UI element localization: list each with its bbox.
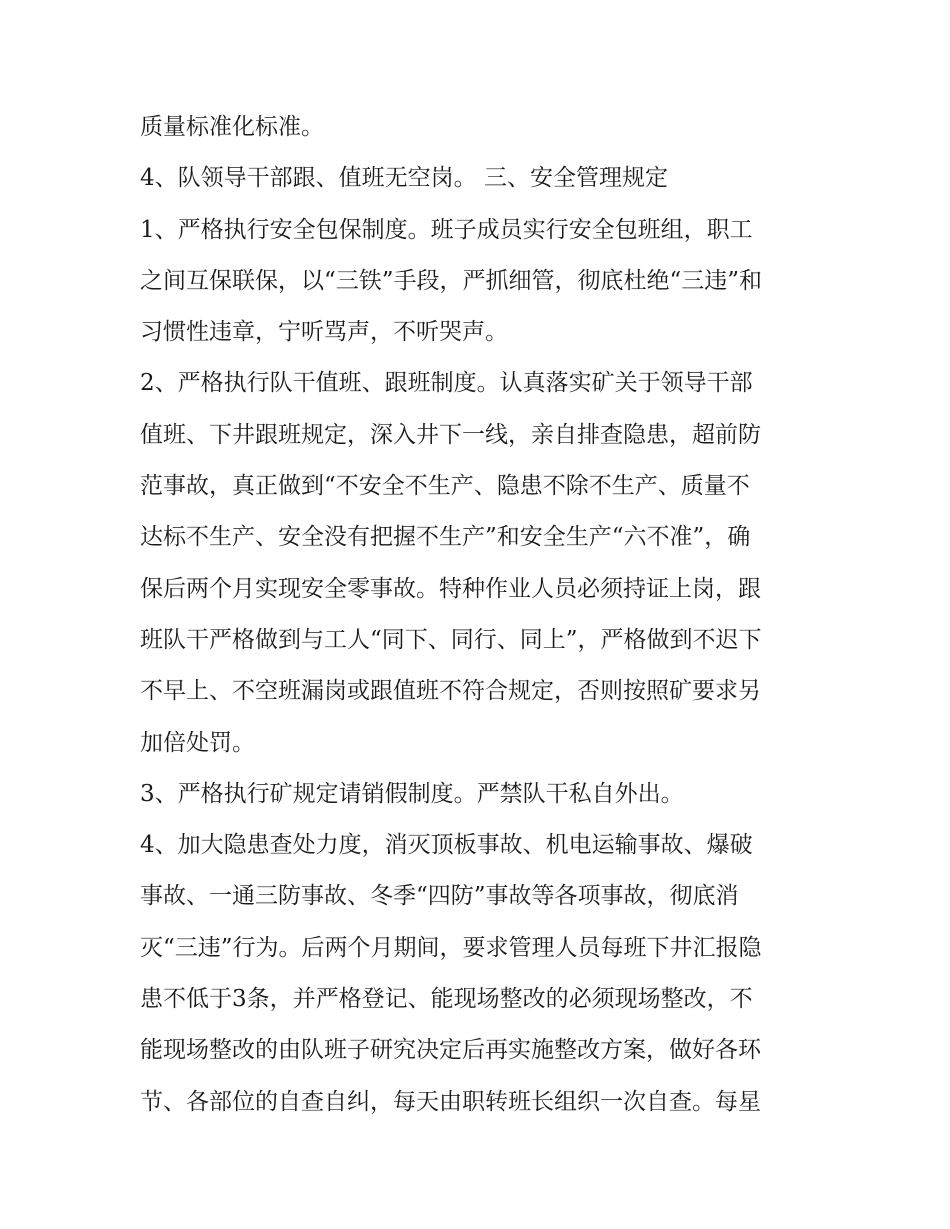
text-line: 值班、下井跟班规定，深入井下一线，亲自排查隐患，超前防 <box>140 421 761 448</box>
document-body <box>140 102 820 1128</box>
text-line: 节、各部位的自查自纠，每天由职转班长组织一次自查。每星 <box>140 1088 761 1115</box>
text-line: 3、严格执行矿规定请销假制度。严禁队干私自外出。 <box>140 780 684 807</box>
text-line: 能现场整改的由队班子研究决定后再实施整改方案，做好各环 <box>140 1037 761 1064</box>
text-line: 班队干严格做到与工人“同下、同行、同上”，严格做到不迟下 <box>140 626 762 653</box>
text-line: 质量标准化标准。 <box>140 114 324 140</box>
text-line: 之间互保联保，以“三铁”手段，严抓细管，彻底杜绝“三违”和 <box>140 267 763 294</box>
text-line: 范事故，真正做到“不安全不生产、隐患不除不生产、质量不 <box>140 473 750 500</box>
text-line: 4、队领导干部跟、值班无空岗。 三、安全管理规定 <box>140 165 668 192</box>
text-line: 事故、一通三防事故、冬季“四防”事故等各项事故，彻底消 <box>140 883 739 910</box>
text-line: 灭“三违”行为。后两个月期间，要求管理人员每班下井汇报隐 <box>140 934 762 961</box>
text-line: 加倍处罚。 <box>140 729 255 756</box>
text-line: 保后两个月实现安全零事故。特种作业人员必须持证上岗，跟 <box>140 575 761 602</box>
text-line: 习惯性违章，宁听骂声，不听哭声。 <box>140 319 508 346</box>
text-line: 2、严格执行队干值班、跟班制度。认真落实矿关于领导干部 <box>140 370 753 397</box>
text-line: 4、加大隐患查处力度，消灭顶板事故、机电运输事故、爆破 <box>140 832 753 859</box>
text-line: 患不低于3条，并严格登记、能现场整改的必须现场整改，不 <box>140 986 753 1013</box>
text-line: 不早上、不空班漏岗或跟值班不符合规定，否则按照矿要求另 <box>140 678 761 705</box>
text-line: 达标不生产、安全没有把握不生产”和安全生产“六不准”，确 <box>140 524 751 551</box>
text-line: 1、严格执行安全包保制度。班子成员实行安全包班组，职工 <box>140 216 753 243</box>
